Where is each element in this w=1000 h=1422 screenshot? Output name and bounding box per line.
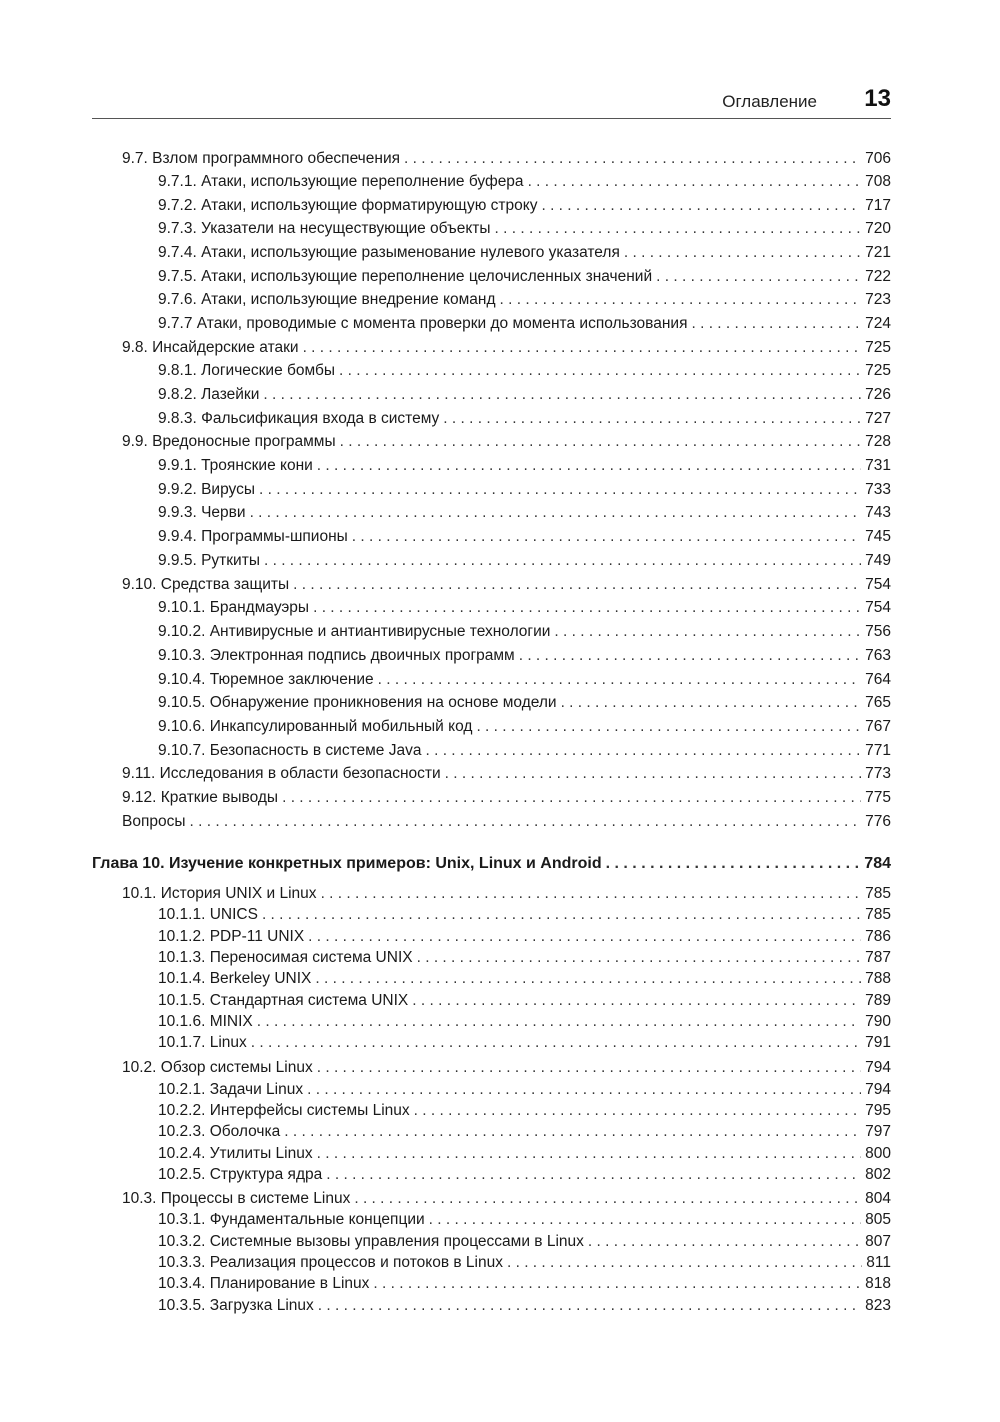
toc-entry-page: 720 [865,220,891,237]
toc-entry-title: 9.10.6. Инкапсулированный мобильный код [158,718,473,735]
toc-entry [158,1100,891,1122]
toc-entry-title: 10.2. Обзор системы Linux [122,1059,313,1076]
toc-dot-leader [284,1121,861,1143]
page-number: 13 [864,85,891,112]
toc-entry-page: 789 [865,992,891,1009]
toc-entry-title: 10.1.5. Стандартная система UNIX [158,992,409,1009]
toc-entry-title: 10.2.3. Оболочка [158,1123,281,1140]
toc-entry-page: 764 [865,671,891,688]
toc-entry [158,266,891,288]
toc-dot-leader [624,242,861,264]
toc-dot-leader [606,853,861,875]
toc-dot-leader [259,479,861,501]
toc-entry-title: 9.9.1. Троянские кони [158,457,313,474]
toc-entry [158,1121,891,1143]
toc-entry-title: 9.10.3. Электронная подпись двоичных программ [158,647,515,664]
toc-dot-leader [251,1032,861,1054]
toc-entry-page: 771 [865,742,891,759]
toc-entry-page: 794 [865,1059,891,1076]
toc-entry-page: 708 [865,173,891,190]
toc-entry-title: 9.9.2. Вирусы [158,481,255,498]
toc-entry-page: 823 [865,1297,891,1314]
toc-dot-leader [425,740,861,762]
toc-entry [158,926,891,948]
toc-entry-page: 754 [865,599,891,616]
toc-dot-leader [303,337,862,359]
toc-entry-page: 791 [865,1034,891,1051]
toc-entry [158,1209,891,1231]
toc-dot-leader [326,1164,861,1186]
toc-entry-title: 9.10.4. Тюремное заключение [158,671,374,688]
toc-entry-title: 10.1.4. Berkeley UNIX [158,970,312,987]
toc-entry-title: 10.2.1. Задачи Linux [158,1081,304,1098]
toc-entry-title: 9.7.2. Атаки, использующие форматирующую строку [158,197,538,214]
toc-entry-page: 722 [865,268,891,285]
toc-dot-leader [352,526,861,548]
toc-dot-leader [443,408,861,430]
toc-entry [158,408,891,430]
toc-entry-page: 754 [865,576,891,593]
toc-entry-title: 9.8.2. Лазейки [158,386,260,403]
toc-dot-leader [378,669,861,691]
toc-entry-page: 717 [865,197,891,214]
toc-dot-leader [561,692,862,714]
toc-dot-leader [307,1079,861,1101]
toc-entry-title: 9.7.7 Атаки, проводимые с момента проверки до момента использования [158,315,688,332]
toc-entry [158,904,891,926]
toc-dot-leader [339,360,861,382]
toc-entry-page: 725 [865,362,891,379]
toc-entry [158,1295,891,1317]
toc-entry-title: 9.7. Взлом программного обеспечения [122,150,400,167]
toc-entry-page: 724 [865,315,891,332]
toc-entry [158,947,891,969]
toc-entry-title: 10.2.4. Утилиты Linux [158,1145,313,1162]
toc-entry [158,1032,891,1054]
toc-entry [158,1079,891,1101]
toc-entry-title: 9.11. Исследования в области безопасности [122,765,441,782]
toc-dot-leader [417,947,862,969]
toc-entry [122,811,891,833]
toc-entry-title: 10.3.1. Фундаментальные концепции [158,1211,425,1228]
toc-dot-leader [412,990,861,1012]
toc-entry-title: 10.1.7. Linux [158,1034,247,1051]
toc-entry [122,1057,891,1079]
toc-entry [158,597,891,619]
toc-dot-leader [321,883,862,905]
toc-entry-page: 743 [865,504,891,521]
toc-entry-page: 775 [865,789,891,806]
toc-dot-leader [262,904,861,926]
toc-entry [158,195,891,217]
toc-dot-leader [354,1188,861,1210]
toc-dot-leader [257,1011,861,1033]
toc-entry-title: 9.9.5. Руткиты [158,552,260,569]
toc-dot-leader [507,1252,862,1274]
toc-entry [158,1011,891,1033]
toc-entry-page: 804 [865,1190,891,1207]
toc-entry [158,968,891,990]
toc-entry [158,645,891,667]
toc-entry-title: 9.8. Инсайдерские атаки [122,339,299,356]
toc-dot-leader [313,597,861,619]
toc-dot-leader [554,621,861,643]
toc-entry-page: 790 [865,1013,891,1030]
toc-dot-leader [404,148,861,170]
toc-entry-title: 9.8.1. Логические бомбы [158,362,336,379]
toc-entry-page: 802 [865,1166,891,1183]
toc-dot-leader [263,384,861,406]
toc-entry-title: 9.9.3. Черви [158,504,246,521]
toc-entry-title: 10.2.5. Структура ядра [158,1166,323,1183]
toc-entry [122,883,891,905]
toc-dot-leader [317,455,861,477]
toc-entry [158,716,891,738]
toc-entry-page: 786 [865,928,891,945]
toc-entry-title: Вопросы [122,813,186,830]
toc-entry-page: 788 [865,970,891,987]
toc-entry-title: 10.1.2. PDP-11 UNIX [158,928,305,945]
toc-entry [122,337,891,359]
toc-entry-title: 10.1.1. UNICS [158,906,258,923]
toc-entry [158,242,891,264]
toc-dot-leader [282,787,861,809]
toc-entry [158,218,891,240]
toc-dot-leader [519,645,861,667]
toc-entry-title: Глава 10. Изучение конкретных примеров: Unix, Linux и Android [92,855,602,872]
toc-entry [158,1231,891,1253]
toc-entry-page: 721 [865,244,891,261]
toc-entry [158,550,891,572]
toc-dot-leader [293,574,861,596]
toc-entry [158,526,891,548]
toc-entry-page: 811 [866,1254,891,1271]
toc-entry-page: 726 [865,386,891,403]
toc-entry-page: 733 [865,481,891,498]
toc-dot-leader [495,218,862,240]
toc-entry-page: 807 [865,1233,891,1250]
toc-entry-page: 794 [865,1081,891,1098]
toc-entry-page: 818 [865,1275,891,1292]
toc-entry-title: 9.7.3. Указатели на несуществующие объекты [158,220,491,237]
toc-chapter-entry [92,853,891,875]
toc-entry-title: 9.10.1. Брандмауэры [158,599,310,616]
toc-entry [122,763,891,785]
toc-entry [158,1252,891,1274]
toc-entry-title: 10.1.3. Переносимая система UNIX [158,949,413,966]
toc-entry-page: 767 [865,718,891,735]
toc-entry [158,502,891,524]
toc-entry-page: 706 [865,150,891,167]
toc-entry [158,692,891,714]
toc-entry [158,313,891,335]
toc-entry [158,479,891,501]
toc-entry-title: 9.7.6. Атаки, использующие внедрение команд [158,291,496,308]
toc-entry [158,455,891,477]
toc-dot-leader [500,289,862,311]
toc-dot-leader [476,716,861,738]
toc-dot-leader [315,968,861,990]
toc-entry-title: 10.3.3. Реализация процессов и потоков в Linux [158,1254,503,1271]
toc-entry [158,171,891,193]
toc-dot-leader [445,763,861,785]
toc-entry-title: 10.3.2. Системные вызовы управления процессами в Linux [158,1233,584,1250]
toc-entry-page: 728 [865,433,891,450]
toc-entry-title: 9.10.5. Обнаружение проникновения на основе модели [158,694,557,711]
toc-entry [158,990,891,1012]
toc-dot-leader [373,1273,861,1295]
toc-entry-page: 776 [865,813,891,830]
toc-entry [122,574,891,596]
toc-entry-title: 10.3.5. Загрузка Linux [158,1297,314,1314]
toc-entry-page: 797 [865,1123,891,1140]
toc-entry-title: 9.10.7. Безопасность в системе Java [158,742,422,759]
toc-dot-leader [317,1057,861,1079]
toc-dot-leader [656,266,861,288]
toc-entry-title: 9.12. Краткие выводы [122,789,279,806]
toc-entry-title: 9.9. Вредоносные программы [122,433,336,450]
toc-entry-page: 731 [865,457,891,474]
toc-entry [158,621,891,643]
toc-entry-title: 10.2.2. Интерфейсы системы Linux [158,1102,410,1119]
toc-entry [158,384,891,406]
toc-dot-leader [340,431,862,453]
toc-entry-title: 9.8.3. Фальсификация входа в систему [158,410,440,427]
toc-entry [122,148,891,170]
toc-entry [158,669,891,691]
toc-dot-leader [264,550,861,572]
toc-dot-leader [414,1100,861,1122]
toc-entry [158,360,891,382]
toc-entry-page: 773 [865,765,891,782]
toc-entry-page: 785 [865,906,891,923]
toc-dot-leader [189,811,861,833]
toc-entry-title: 9.7.1. Атаки, использующие переполнение буфера [158,173,524,190]
toc-entry-page: 785 [865,885,891,902]
toc-entry [122,431,891,453]
toc-entry-page: 745 [865,528,891,545]
toc-entry-title: 10.3. Процессы в системе Linux [122,1190,351,1207]
toc-dot-leader [318,1295,861,1317]
toc-entry-title: 9.7.5. Атаки, использующие переполнение целочисленных значений [158,268,653,285]
toc-entry [158,740,891,762]
toc-entry-title: 10.1. История UNIX и Linux [122,885,317,902]
toc-entry-page: 784 [864,855,891,872]
toc-entry-page: 800 [865,1145,891,1162]
toc-entry-title: 9.10.2. Антивирусные и антиантивирусные технологии [158,623,551,640]
toc-dot-leader [429,1209,861,1231]
toc-entry-title: 10.3.4. Планирование в Linux [158,1275,370,1292]
toc-entry-page: 805 [865,1211,891,1228]
toc-dot-leader [308,926,861,948]
toc-entry [122,787,891,809]
toc-entry-title: 9.10. Средства защиты [122,576,290,593]
toc-entry-page: 725 [865,339,891,356]
toc-entry [158,1273,891,1295]
running-title: Оглавление [722,92,817,111]
toc-entry-page: 765 [865,694,891,711]
toc-dot-leader [691,313,861,335]
toc-entry-page: 795 [865,1102,891,1119]
toc-dot-leader [541,195,861,217]
toc-dot-leader [588,1231,861,1253]
toc-entry-title: 9.9.4. Программы-шпионы [158,528,348,545]
toc-entry-title: 10.1.6. MINIX [158,1013,253,1030]
page-header [92,84,891,119]
toc-dot-leader [250,502,862,524]
toc-entry-page: 749 [865,552,891,569]
toc-entry-page: 727 [865,410,891,427]
toc-dot-leader [317,1143,862,1165]
toc-entry-page: 763 [865,647,891,664]
toc-entry-title: 9.7.4. Атаки, использующие разыменование нулевого указателя [158,244,620,261]
toc-entry-page: 787 [865,949,891,966]
toc-entry [158,1164,891,1186]
toc-dot-leader [528,171,862,193]
toc-entry-page: 756 [865,623,891,640]
toc-entry [158,289,891,311]
toc-entry [158,1143,891,1165]
toc-entry [122,1188,891,1210]
toc-entry-page: 723 [865,291,891,308]
